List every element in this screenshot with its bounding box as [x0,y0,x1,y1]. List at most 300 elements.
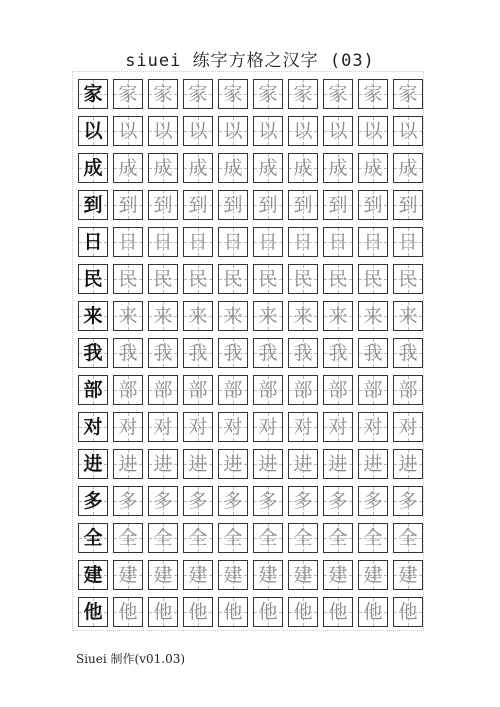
trace-character-cell [358,153,388,183]
character-glyph: 对 [398,416,418,438]
character-glyph: 到 [223,194,243,216]
trace-character-cell [323,486,353,516]
trace-character-cell [358,486,388,516]
character-glyph: 以 [188,120,208,142]
model-character-cell [78,486,108,516]
character-glyph: 对 [363,416,383,438]
trace-character-cell [393,116,423,146]
trace-character-cell [113,597,143,627]
character-glyph: 家 [118,83,138,105]
trace-character-cell [113,560,143,590]
character-glyph: 成 [83,157,103,179]
character-glyph: 来 [293,305,313,327]
character-glyph: 成 [293,157,313,179]
trace-character-cell [183,227,213,257]
character-glyph: 来 [223,305,243,327]
trace-character-cell [183,264,213,294]
trace-character-cell [358,227,388,257]
trace-character-cell [183,153,213,183]
trace-character-cell [218,375,248,405]
model-character-cell [78,338,108,368]
trace-character-cell [218,449,248,479]
trace-character-cell [183,449,213,479]
character-glyph: 进 [83,453,103,475]
character-glyph: 建 [223,564,243,586]
trace-character-cell [183,560,213,590]
character-glyph: 部 [328,379,348,401]
trace-character-cell [218,116,248,146]
character-glyph: 他 [153,601,173,623]
trace-character-cell [253,79,283,109]
footer-credit: Siuei 制作(v01.03) [76,652,186,666]
model-character-cell [78,264,108,294]
trace-character-cell [393,301,423,331]
character-glyph: 全 [223,527,243,549]
model-character-cell [78,190,108,220]
trace-character-cell [148,486,178,516]
trace-character-cell [253,449,283,479]
trace-character-cell [113,190,143,220]
trace-character-cell [148,449,178,479]
character-glyph: 多 [188,490,208,512]
character-glyph: 进 [293,453,313,475]
character-glyph: 全 [188,527,208,549]
trace-character-cell [288,153,318,183]
trace-character-cell [183,523,213,553]
character-glyph: 日 [398,231,418,253]
trace-character-cell [288,79,318,109]
trace-character-cell [288,227,318,257]
character-glyph: 对 [153,416,173,438]
character-glyph: 部 [188,379,208,401]
trace-character-cell [393,449,423,479]
trace-character-cell [393,153,423,183]
character-glyph: 部 [398,379,418,401]
character-glyph: 全 [258,527,278,549]
trace-character-cell [393,338,423,368]
character-glyph: 建 [293,564,313,586]
trace-character-cell [148,190,178,220]
trace-character-cell [148,227,178,257]
trace-character-cell [288,264,318,294]
practice-row [72,264,424,300]
character-glyph: 来 [83,305,103,327]
trace-character-cell [148,560,178,590]
trace-character-cell [253,190,283,220]
character-glyph: 多 [258,490,278,512]
trace-character-cell [323,375,353,405]
trace-character-cell [218,301,248,331]
character-glyph: 家 [223,83,243,105]
trace-character-cell [253,264,283,294]
trace-character-cell [218,412,248,442]
character-glyph: 民 [188,268,208,290]
character-glyph: 进 [398,453,418,475]
trace-character-cell [113,264,143,294]
practice-row [72,375,424,411]
character-glyph: 对 [223,416,243,438]
character-glyph: 对 [83,416,103,438]
character-glyph: 进 [223,453,243,475]
trace-character-cell [393,375,423,405]
character-glyph: 家 [153,83,173,105]
trace-character-cell [253,227,283,257]
trace-character-cell [218,486,248,516]
character-glyph: 我 [328,342,348,364]
trace-character-cell [323,449,353,479]
character-glyph: 部 [118,379,138,401]
character-glyph: 建 [153,564,173,586]
character-glyph: 对 [188,416,208,438]
character-glyph: 到 [363,194,383,216]
trace-character-cell [358,264,388,294]
character-glyph: 日 [83,231,103,253]
character-glyph: 以 [258,120,278,142]
character-glyph: 日 [363,231,383,253]
trace-character-cell [393,412,423,442]
trace-character-cell [183,412,213,442]
practice-grid [72,71,424,631]
trace-character-cell [113,412,143,442]
character-glyph: 全 [118,527,138,549]
character-glyph: 他 [328,601,348,623]
trace-character-cell [253,338,283,368]
character-glyph: 以 [83,120,103,142]
character-glyph: 来 [398,305,418,327]
character-glyph: 他 [83,601,103,623]
character-glyph: 进 [328,453,348,475]
trace-character-cell [113,486,143,516]
trace-character-cell [358,79,388,109]
practice-row [72,449,424,485]
character-glyph: 建 [83,564,103,586]
character-glyph: 多 [83,490,103,512]
character-glyph: 多 [153,490,173,512]
character-glyph: 家 [293,83,313,105]
trace-character-cell [288,486,318,516]
character-glyph: 到 [153,194,173,216]
character-glyph: 日 [328,231,348,253]
trace-character-cell [358,116,388,146]
trace-character-cell [183,338,213,368]
character-glyph: 建 [258,564,278,586]
character-glyph: 建 [363,564,383,586]
character-glyph: 我 [293,342,313,364]
character-glyph: 民 [328,268,348,290]
character-glyph: 他 [363,601,383,623]
character-glyph: 进 [188,453,208,475]
practice-row [72,486,424,522]
practice-row [72,190,424,226]
character-glyph: 来 [153,305,173,327]
character-glyph: 以 [398,120,418,142]
trace-character-cell [113,227,143,257]
trace-character-cell [113,375,143,405]
trace-character-cell [253,116,283,146]
character-glyph: 部 [223,379,243,401]
character-glyph: 来 [118,305,138,327]
character-glyph: 多 [118,490,138,512]
trace-character-cell [288,449,318,479]
trace-character-cell [288,523,318,553]
practice-row [72,227,424,263]
trace-character-cell [323,79,353,109]
character-glyph: 到 [83,194,103,216]
trace-character-cell [253,301,283,331]
trace-character-cell [183,190,213,220]
character-glyph: 民 [223,268,243,290]
character-glyph: 对 [293,416,313,438]
character-glyph: 我 [258,342,278,364]
character-glyph: 成 [258,157,278,179]
page-title: siuei 练字方格之汉字 (03) [125,51,375,71]
character-glyph: 家 [83,83,103,105]
model-character-cell [78,301,108,331]
character-glyph: 他 [398,601,418,623]
trace-character-cell [218,264,248,294]
character-glyph: 他 [258,601,278,623]
trace-character-cell [253,375,283,405]
trace-character-cell [393,560,423,590]
trace-character-cell [323,523,353,553]
character-glyph: 以 [363,120,383,142]
trace-character-cell [288,190,318,220]
trace-character-cell [113,153,143,183]
character-glyph: 民 [363,268,383,290]
character-glyph: 他 [118,601,138,623]
trace-character-cell [288,375,318,405]
character-glyph: 建 [118,564,138,586]
model-character-cell [78,375,108,405]
character-glyph: 全 [398,527,418,549]
character-glyph: 日 [118,231,138,253]
character-glyph: 日 [223,231,243,253]
character-glyph: 多 [398,490,418,512]
trace-character-cell [218,190,248,220]
character-glyph: 日 [258,231,278,253]
character-glyph: 多 [293,490,313,512]
character-glyph: 我 [398,342,418,364]
trace-character-cell [288,597,318,627]
character-glyph: 成 [188,157,208,179]
character-glyph: 民 [258,268,278,290]
character-glyph: 我 [83,342,103,364]
character-glyph: 以 [153,120,173,142]
trace-character-cell [393,486,423,516]
character-glyph: 全 [363,527,383,549]
character-glyph: 民 [293,268,313,290]
character-glyph: 我 [223,342,243,364]
trace-character-cell [358,301,388,331]
trace-character-cell [358,523,388,553]
character-glyph: 他 [223,601,243,623]
trace-character-cell [148,597,178,627]
trace-character-cell [323,412,353,442]
trace-character-cell [183,79,213,109]
character-glyph: 多 [328,490,348,512]
trace-character-cell [288,412,318,442]
trace-character-cell [253,412,283,442]
character-glyph: 来 [363,305,383,327]
trace-character-cell [323,338,353,368]
trace-character-cell [218,79,248,109]
character-glyph: 来 [188,305,208,327]
character-glyph: 我 [118,342,138,364]
character-glyph: 全 [83,527,103,549]
character-glyph: 部 [293,379,313,401]
trace-character-cell [148,264,178,294]
trace-character-cell [323,264,353,294]
practice-row [72,301,424,337]
model-character-cell [78,116,108,146]
character-glyph: 成 [118,157,138,179]
trace-character-cell [113,449,143,479]
trace-character-cell [113,116,143,146]
practice-row [72,560,424,596]
trace-character-cell [218,153,248,183]
character-glyph: 家 [328,83,348,105]
character-glyph: 我 [153,342,173,364]
character-glyph: 家 [258,83,278,105]
character-glyph: 到 [118,194,138,216]
character-glyph: 民 [83,268,103,290]
trace-character-cell [358,412,388,442]
trace-character-cell [148,375,178,405]
character-glyph: 建 [398,564,418,586]
model-character-cell [78,523,108,553]
trace-character-cell [393,597,423,627]
character-glyph: 以 [223,120,243,142]
character-glyph: 成 [223,157,243,179]
character-glyph: 成 [398,157,418,179]
character-glyph: 以 [293,120,313,142]
trace-character-cell [113,338,143,368]
trace-character-cell [358,597,388,627]
trace-character-cell [358,190,388,220]
character-glyph: 民 [118,268,138,290]
trace-character-cell [218,338,248,368]
character-glyph: 多 [363,490,383,512]
trace-character-cell [393,264,423,294]
character-glyph: 民 [398,268,418,290]
character-glyph: 成 [153,157,173,179]
character-glyph: 成 [363,157,383,179]
trace-character-cell [358,560,388,590]
character-glyph: 到 [258,194,278,216]
trace-character-cell [183,597,213,627]
character-glyph: 部 [363,379,383,401]
trace-character-cell [358,449,388,479]
practice-row [72,338,424,374]
trace-character-cell [148,153,178,183]
character-glyph: 民 [153,268,173,290]
trace-character-cell [148,412,178,442]
character-glyph: 家 [188,83,208,105]
character-glyph: 对 [328,416,348,438]
character-glyph: 到 [293,194,313,216]
character-glyph: 进 [363,453,383,475]
character-glyph: 到 [398,194,418,216]
trace-character-cell [218,560,248,590]
trace-character-cell [148,301,178,331]
trace-character-cell [148,79,178,109]
character-glyph: 全 [328,527,348,549]
trace-character-cell [183,116,213,146]
model-character-cell [78,153,108,183]
trace-character-cell [218,227,248,257]
model-character-cell [78,227,108,257]
trace-character-cell [288,301,318,331]
practice-row [72,412,424,448]
trace-character-cell [288,560,318,590]
character-glyph: 全 [153,527,173,549]
character-glyph: 以 [118,120,138,142]
trace-character-cell [393,227,423,257]
trace-character-cell [253,523,283,553]
character-glyph: 进 [118,453,138,475]
trace-character-cell [288,338,318,368]
trace-character-cell [183,301,213,331]
character-glyph: 部 [258,379,278,401]
character-glyph: 来 [258,305,278,327]
character-glyph: 日 [293,231,313,253]
trace-character-cell [323,153,353,183]
character-glyph: 日 [153,231,173,253]
practice-row [72,523,424,559]
character-glyph: 建 [188,564,208,586]
trace-character-cell [393,190,423,220]
trace-character-cell [393,79,423,109]
trace-character-cell [323,301,353,331]
character-glyph: 部 [153,379,173,401]
trace-character-cell [288,116,318,146]
character-glyph: 进 [153,453,173,475]
character-glyph: 对 [258,416,278,438]
trace-character-cell [113,301,143,331]
trace-character-cell [323,190,353,220]
practice-row [72,597,424,633]
model-character-cell [78,597,108,627]
character-glyph: 我 [363,342,383,364]
character-glyph: 他 [188,601,208,623]
character-glyph: 来 [328,305,348,327]
trace-character-cell [358,338,388,368]
model-character-cell [78,79,108,109]
trace-character-cell [358,375,388,405]
trace-character-cell [253,560,283,590]
model-character-cell [78,560,108,590]
character-glyph: 他 [293,601,313,623]
trace-character-cell [253,597,283,627]
character-glyph: 家 [363,83,383,105]
trace-character-cell [113,79,143,109]
trace-character-cell [148,116,178,146]
character-glyph: 到 [188,194,208,216]
character-glyph: 成 [328,157,348,179]
character-glyph: 日 [188,231,208,253]
character-glyph: 到 [328,194,348,216]
trace-character-cell [253,153,283,183]
character-glyph: 进 [258,453,278,475]
trace-character-cell [393,523,423,553]
trace-character-cell [148,338,178,368]
practice-row [72,153,424,189]
model-character-cell [78,449,108,479]
trace-character-cell [218,597,248,627]
trace-character-cell [183,375,213,405]
trace-character-cell [218,523,248,553]
practice-row [72,79,424,115]
